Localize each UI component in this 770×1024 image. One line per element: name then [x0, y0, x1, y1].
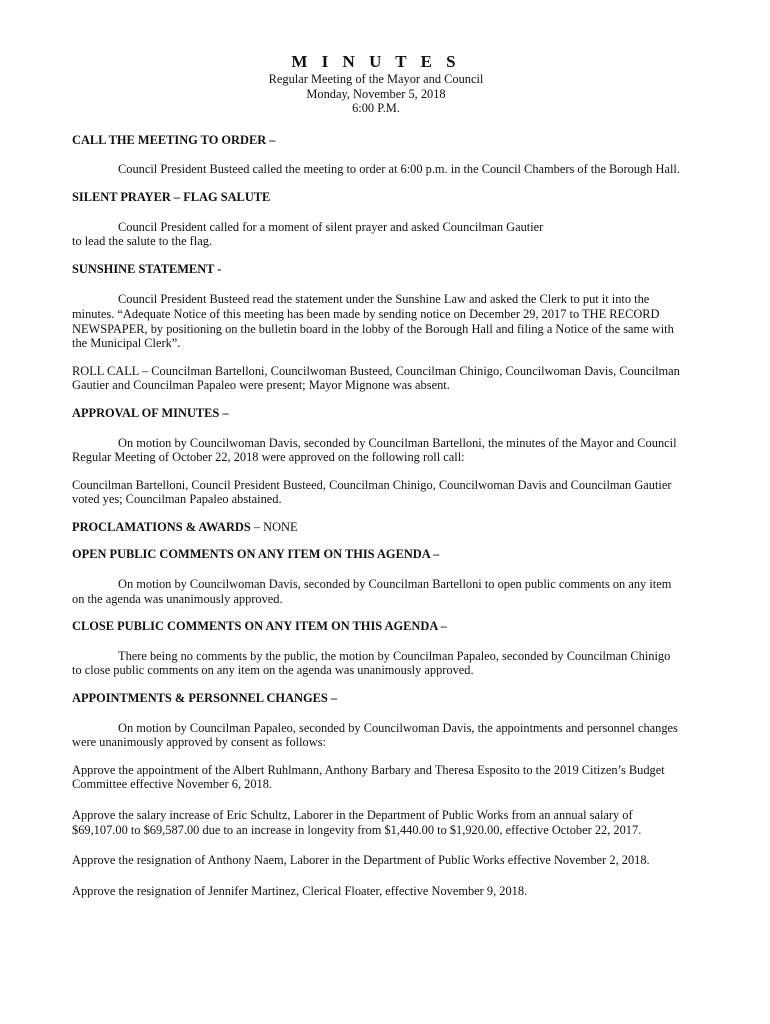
proclamations-label: PROCLAMATIONS & AWARDS	[72, 519, 251, 534]
meeting-type: Regular Meeting of the Mayor and Council	[268, 72, 484, 86]
heading-call-to-order: CALL THE MEETING TO ORDER –	[72, 132, 276, 147]
heading-silent-prayer: SILENT PRAYER – FLAG SALUTE	[72, 189, 271, 204]
para-call-to-order: Council President Busteed called the meeting to order at 6:00 p.m. in the Council Chambers of the Borough Hall.	[118, 162, 680, 177]
para-open-public: On motion by Councilwoman Davis, seconded by Councilman Bartelloni to open public comments on any item on the agenda was unanimously approved.	[72, 577, 672, 606]
para-silent-prayer-line1: Council President called for a moment of silent prayer and asked Councilman Gautier	[118, 219, 544, 234]
para-appointments-intro: On motion by Councilman Papaleo, seconded by Councilwoman Davis, the appointments and personnel changes were unanimously approved by consent as follows:	[72, 720, 678, 750]
heading-proclamations	[72, 520, 680, 535]
document-title: M I N U T E S	[291, 52, 461, 71]
para-approval-minutes: On motion by Councilwoman Davis, seconded by Councilman Bartelloni, the minutes of the Mayor and Council Regular Meeting of October 22, 2018 were approved on the following roll call:	[72, 435, 677, 465]
appointment-item: Approve the appointment of the Albert Ruhlmann, Anthony Barbary and Theresa Esposito to the 2019 Citizen’s Budget Committee effective November 6, 2018.	[72, 762, 665, 792]
para-approval-vote: Councilman Bartelloni, Council President Busteed, Councilman Chinigo, Councilwoman Davis and Councilman Gautier voted yes; Councilman Papaleo abstained.	[72, 477, 672, 507]
para-roll-call: ROLL CALL – Councilman Bartelloni, Councilwoman Busteed, Councilman Chinigo, Councilwoman Davis, Councilman Gautier and Councilman Papaleo were present; Mayor Mignone was absent.	[72, 363, 680, 393]
meeting-time: 6:00 P.M.	[352, 101, 400, 116]
meeting-date: Monday, November 5, 2018	[306, 86, 446, 101]
para-sunshine: Council President Busteed read the statement under the Sunshine Law and asked the Clerk to put it into the minutes. “Adequate Notice of this meeting has been made by sending notice on December 29, 2017 to THE RECORD NEWSPAPER, by positioning on the bulletin board in the lobby of the Borough Hall and filing a Notice of the same with the Municipal Clerk”.	[72, 292, 674, 351]
para-silent-prayer-line2: to lead the salute to the flag.	[72, 234, 213, 249]
heading-sunshine: SUNSHINE STATEMENT -	[72, 261, 222, 276]
appointment-item: Approve the salary increase of Eric Schultz, Laborer in the Department of Public Works from an annual salary of $69,107.00 to $69,587.00 due to an increase in longevity from $1,440.00 to $1,920.00, effective October 22, 2017.	[72, 808, 642, 837]
heading-approval-minutes: APPROVAL OF MINUTES –	[72, 405, 229, 420]
heading-appointments: APPOINTMENTS & PERSONNEL CHANGES –	[72, 691, 338, 706]
appointment-item: Approve the resignation of Anthony Naem, Laborer in the Department of Public Works effective November 2, 2018.	[72, 853, 650, 868]
para-close-public: There being no comments by the public, the motion by Councilman Papaleo, seconded by Councilman Chinigo to close public comments on any item on the agenda was unanimously approved.	[72, 648, 671, 678]
heading-open-public: OPEN PUBLIC COMMENTS ON ANY ITEM ON THIS AGENDA –	[72, 547, 440, 562]
appointment-item: Approve the resignation of Jennifer Martinez, Clerical Floater, effective November 9, 2018.	[72, 883, 528, 898]
proclamations-value: – NONE	[250, 519, 298, 534]
heading-close-public: CLOSE PUBLIC COMMENTS ON ANY ITEM ON THIS AGENDA –	[72, 619, 447, 634]
